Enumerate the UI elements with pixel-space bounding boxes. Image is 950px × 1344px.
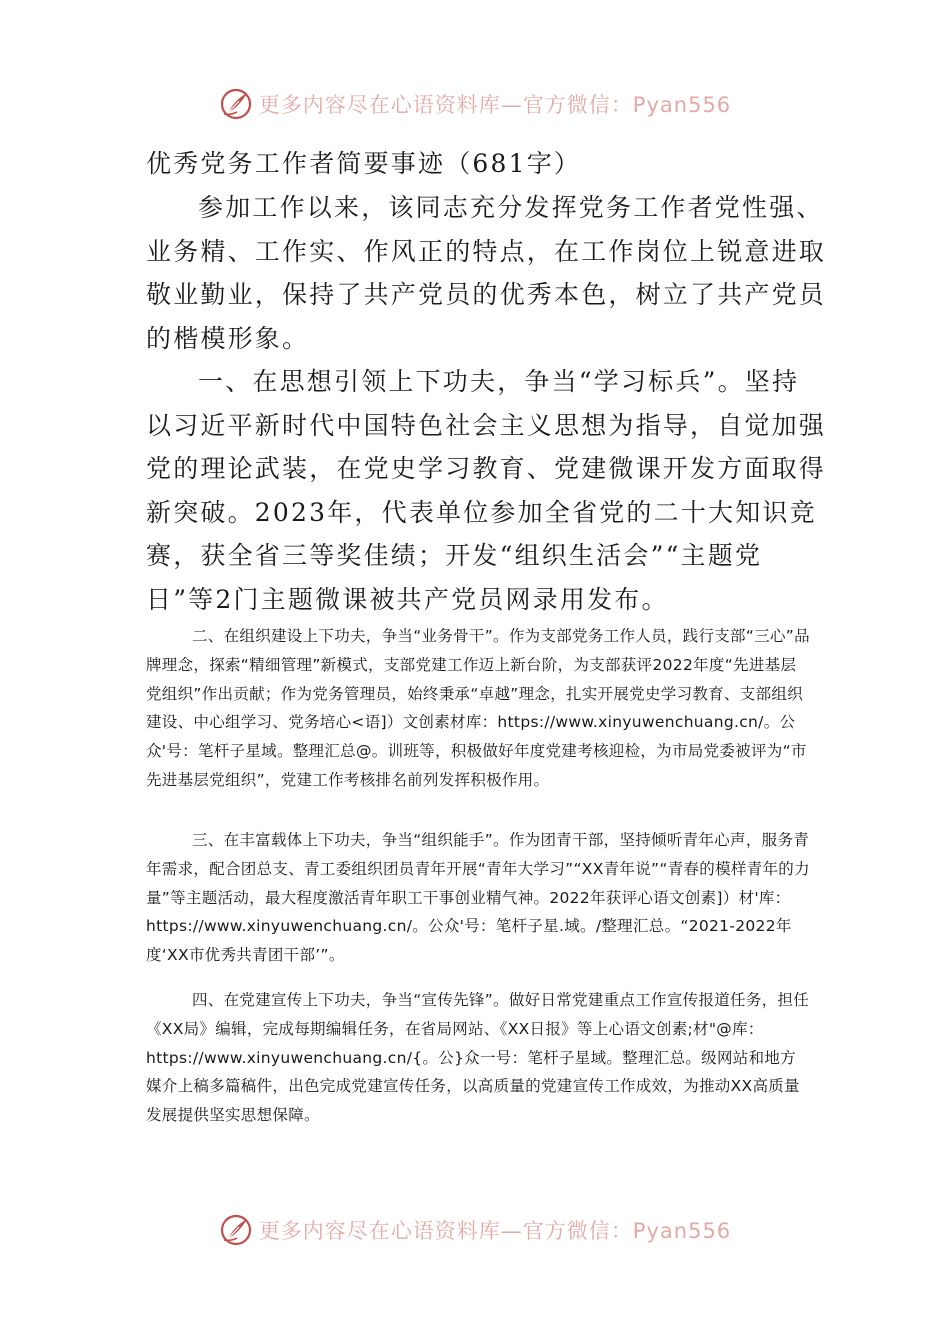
paragraph-section-2: 二、在组织建设上下功夫，争当“业务骨干”。作为支部党务工作人员，践行支部“三心”品牌理念，探索“精细管理”新模式，支部党建工作迈上新台阶，为支部获评2022年度“先进基层党组织”作出贡献；作为党务管理员，始终秉承“卓越”理念，扎实开展党史学习教育、支部组织建设、中心组学习、党务培心<语]）文创素材库：https://www.xinyuwenchuang.cn/。公众'号：笔杆子星域。整理汇总@。训班等，积极做好年度党建考核迎检，为市局党委被评为“市先进基层党组织”，党建工作考核排名前列发挥积极作用。 xyxy=(146,627,810,789)
header-watermark-banner xyxy=(0,84,950,124)
watermark-text: 更多内容尽在心语资料库—官方微信：Pyan556 xyxy=(258,1219,732,1243)
watermark-text: 更多内容尽在心语资料库—官方微信：Pyan556 xyxy=(258,93,732,117)
paragraph-section-1: 一、在思想引领上下功夫，争当“学习标兵”。坚持以习近平新时代中国特色社会主义思想为指导，自觉加强党的理论武装，在党史学习教育、党建微课开发方面取得新突破。2023年，代表单位参加全省党的二十大知识竞赛，获全省三等奖佳绩；开发“组织生活会”“主题党日”等2门主题微课被共产党员网录用发布。 xyxy=(146,367,827,614)
footer-watermark-banner xyxy=(0,1210,950,1250)
paragraph-section-4: 四、在党建宣传上下功夫，争当“宣传先锋”。做好日常党建重点工作宣传报道任务，担任《XX局》编辑，完成每期编辑任务，在省局网站、《XX日报》等上心语文创素;材"@库：https://www.xinyuwenchuang.cn/{。公}众一号：笔杆子星域。整理汇总。级网站和地方媒介上稿多篇稿件，出色完成党建宣传任务，以高质量的党建宣传工作成效，为推动XX高质量发展提供坚实思想保障。 xyxy=(146,991,810,1125)
document-title: 优秀党务工作者简要事迹（681字） xyxy=(146,149,582,178)
feather-pen-logo-icon xyxy=(219,87,253,121)
paragraph-intro: 参加工作以来，该同志充分发挥党务工作者党性强、业务精、工作实、作风正的特点，在工作岗位上锐意进取敬业勤业，保持了共产党员的优秀本色，树立了共产党员的楷模形象。 xyxy=(146,193,827,353)
feather-pen-logo-icon xyxy=(219,1213,253,1247)
paragraph-section-3: 三、在丰富载体上下功夫，争当“组织能手”。作为团青干部，坚持倾听青年心声，服务青年需求，配合团总支、青工委组织团员青年开展“青年大学习”“XX青年说”“青春的模样青年的力量”等主题活动，最大程度激活青年职工干事创业精气神。2022年获评心语文创素]）材'库：https://www.xinyuwenchuang.cn/。公众'号：笔杆子星.域。/整理汇总。“2021-2022年度‘XX市优秀共青团干部’”。 xyxy=(146,831,810,965)
